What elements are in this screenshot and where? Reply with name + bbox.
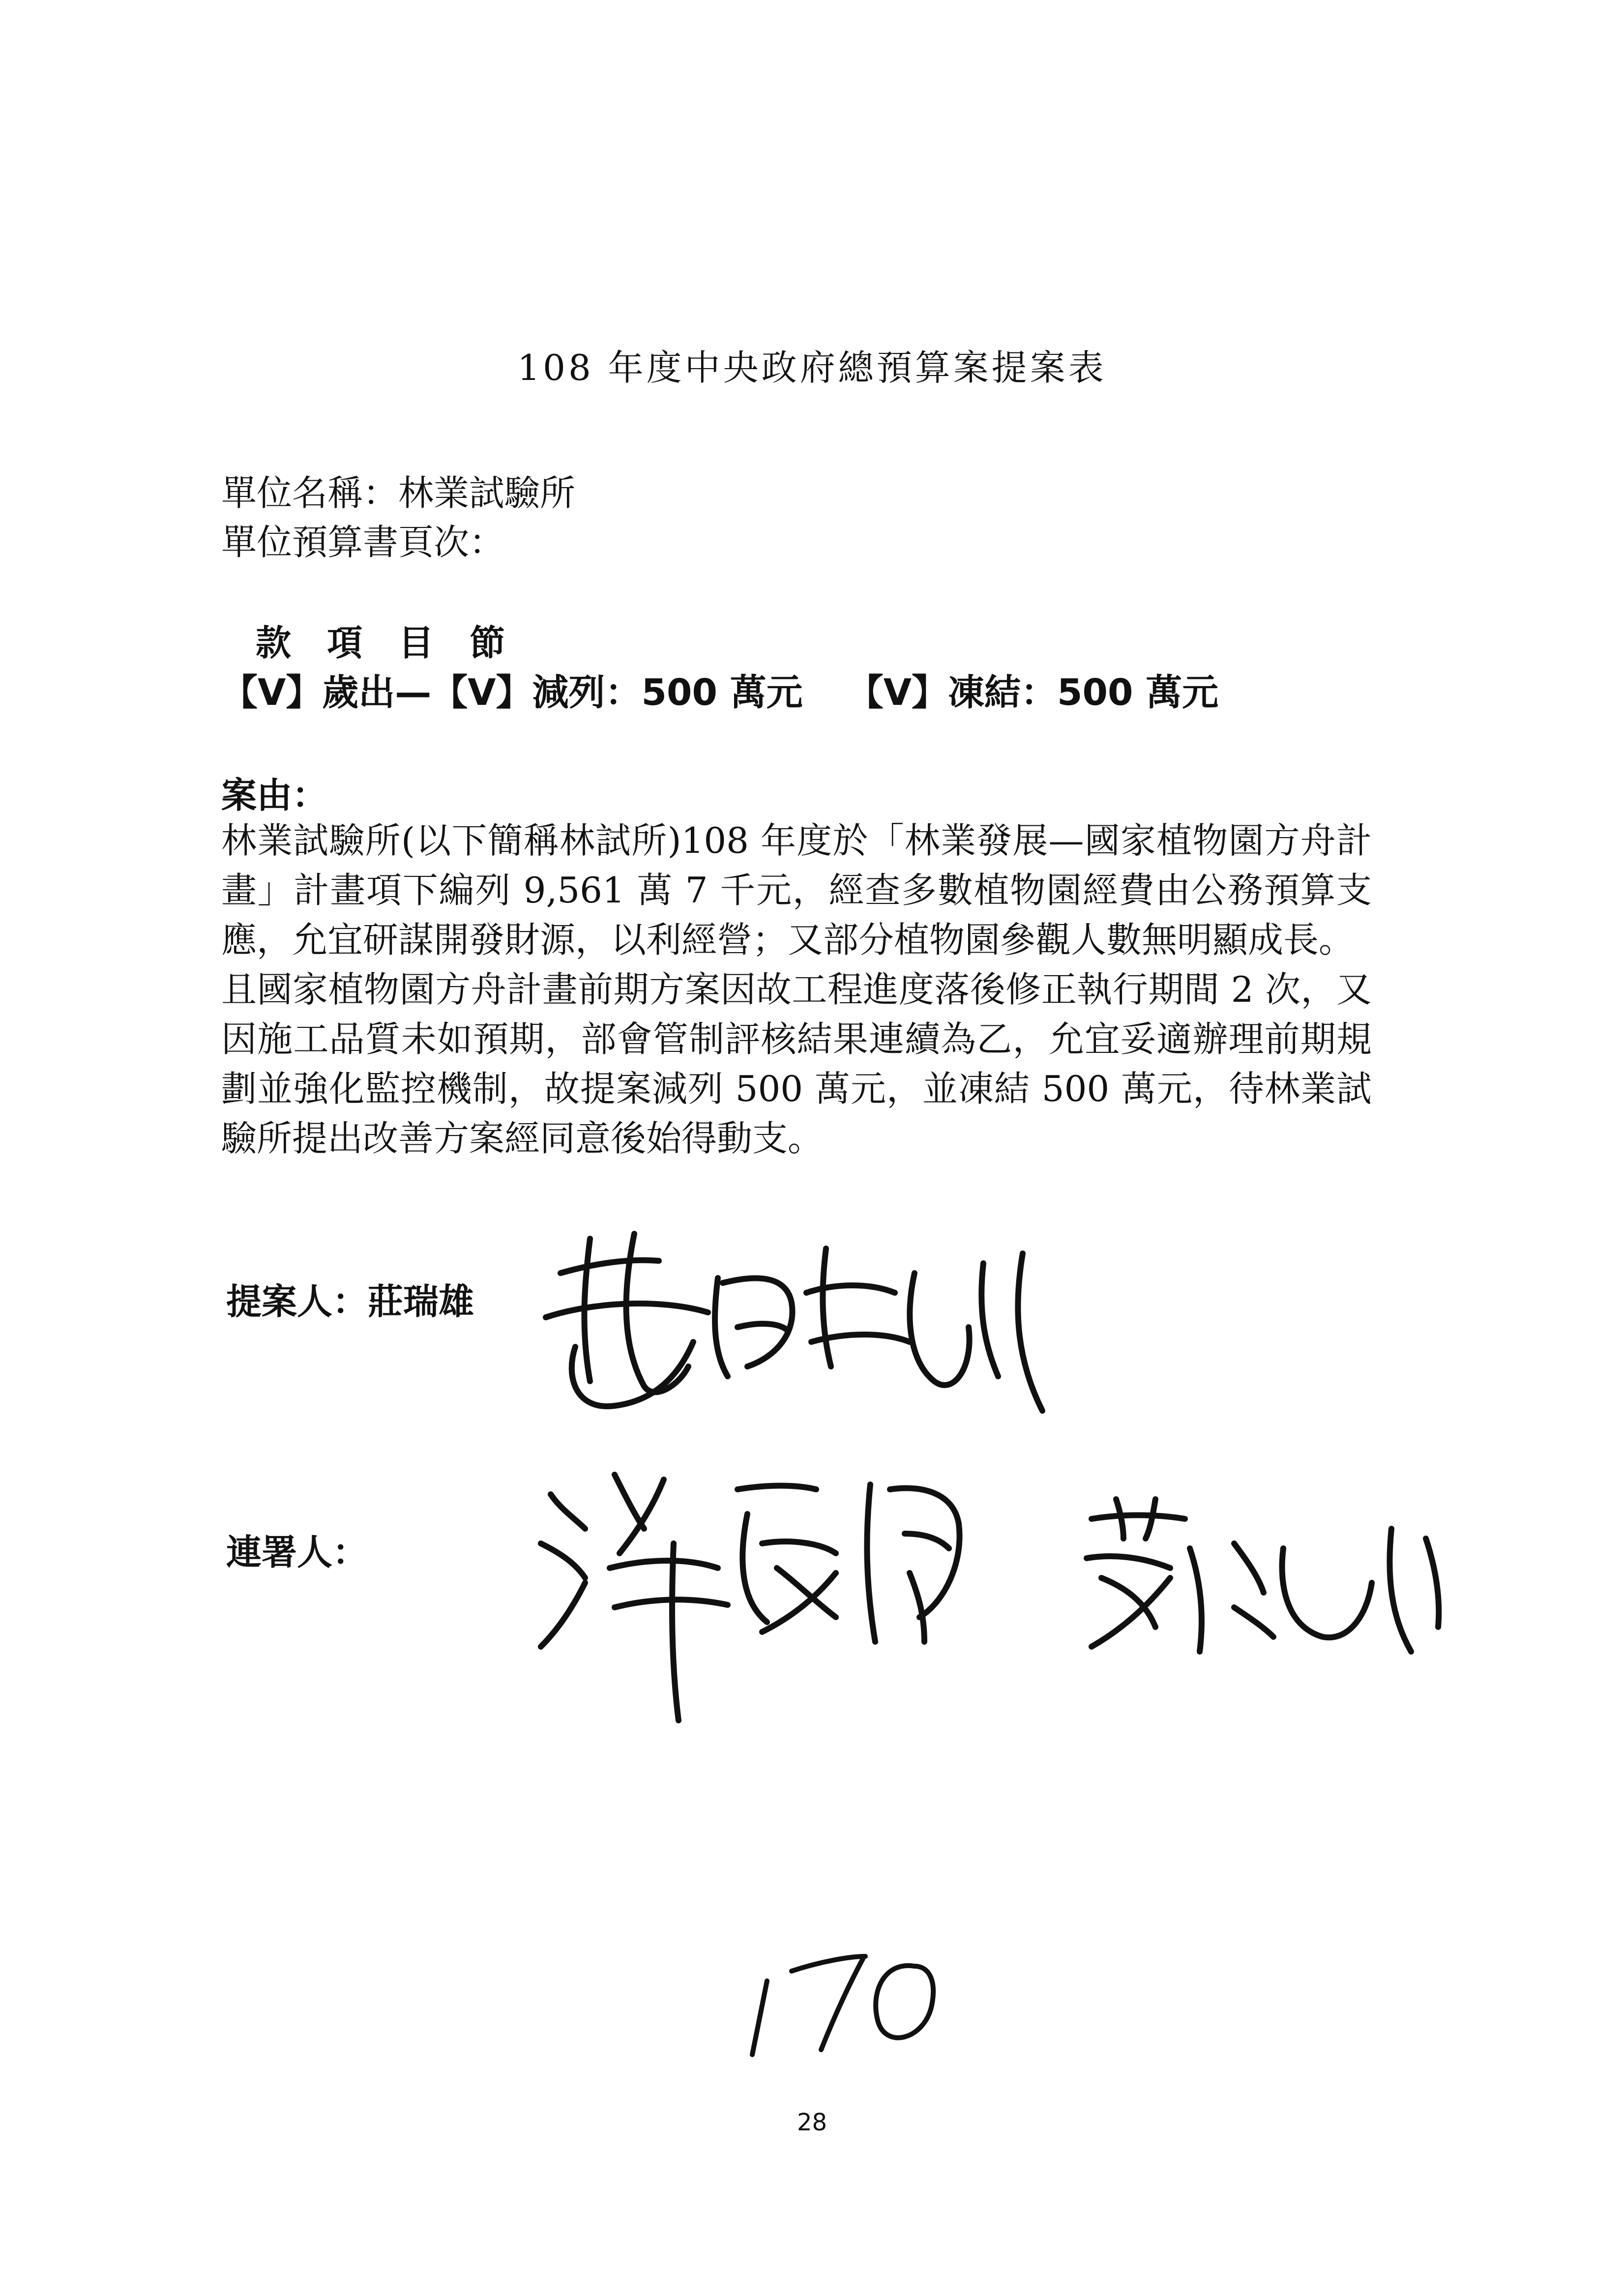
- reason-body: [221, 816, 1372, 1163]
- expenditure-reduction: 【V】歲出—【V】減列：500 萬元: [221, 671, 803, 714]
- proposer-signature: [531, 1219, 1062, 1425]
- document-title: 108 年度中央政府總預算案提案表: [517, 347, 1107, 388]
- proposer-label: 提案人：莊瑞雄: [226, 1281, 474, 1322]
- cosigner-label: 連署人：: [226, 1532, 368, 1573]
- unit-name: 單位名稱：林業試驗所: [221, 472, 576, 514]
- budget-line: [221, 664, 1218, 716]
- reason-paragraph: 林業試驗所(以下簡稱林試所)108 年度於「林業發展—國家植物園方舟計畫」計畫項下編列 9,561 萬 7 千元，經查多數植物園經費由公務預算支應，允宜研謀開發財源，以利經營；又部分植物園參觀人數無明顯成長。: [221, 820, 1372, 960]
- section-labels: 款 項 目 節: [256, 622, 517, 664]
- freeze-amount: 【V】凍結：500 萬元: [847, 671, 1219, 714]
- unit-budget-page: 單位預算書頁次：: [221, 522, 505, 563]
- cosigner-signature: [1072, 1489, 1455, 1676]
- cosigner-signature: [531, 1455, 998, 1730]
- reason-paragraph: 且國家植物園方舟計畫前期方案因故工程進度落後修正執行期間 2 次，又因施工品質未如預期，部會管制評核結果連續為乙，允宜妥適辦理前期規劃並強化監控機制，故提案減列 500 萬元，並凍結 500 萬元，待林業試驗所提出改善方案經同意後始得動支。: [221, 969, 1372, 1159]
- page-number: 28: [797, 2109, 827, 2136]
- reason-label: 案由：: [221, 775, 328, 816]
- handwritten-number: [738, 1937, 944, 2064]
